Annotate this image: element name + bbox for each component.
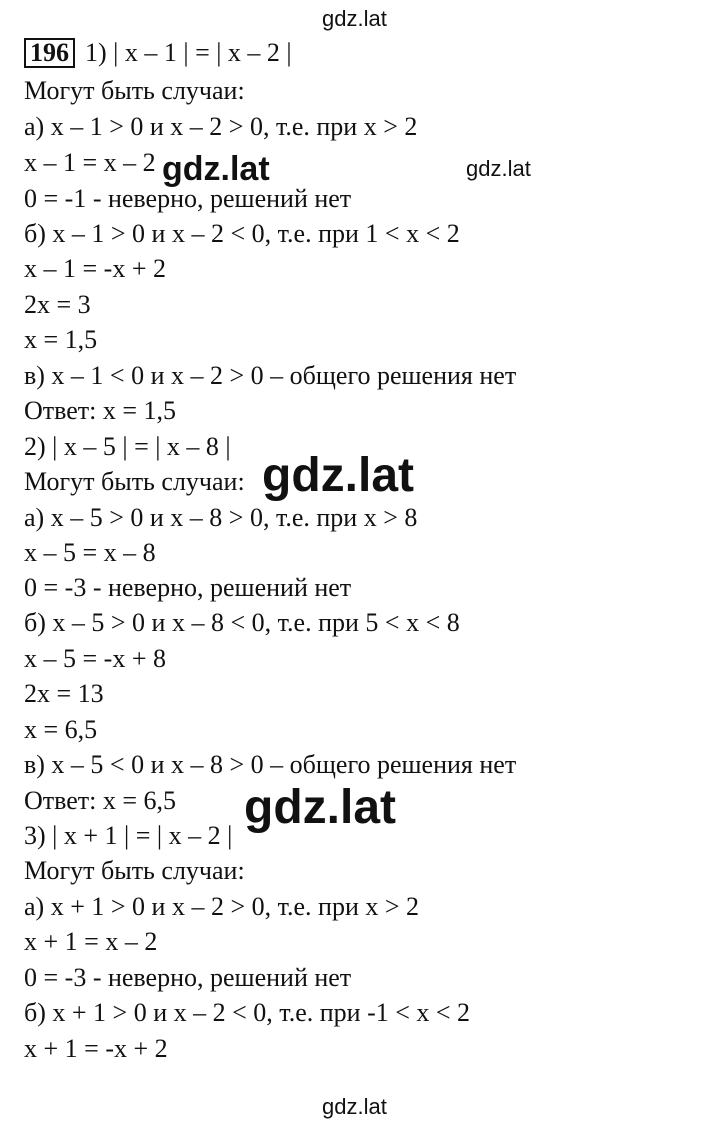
watermark-big-1: gdz.lat (262, 449, 414, 502)
solution-line: Могут быть случаи: (24, 76, 245, 105)
solution-line: Могут быть случаи: (24, 467, 245, 496)
solution-line: x + 1 = x – 2 (24, 927, 158, 956)
solution-line: а) x – 5 > 0 и x – 8 > 0, т.е. при x > 8 (24, 503, 418, 532)
watermark-big-2: gdz.lat (244, 781, 396, 834)
solution-line: 0 = -3 - неверно, решений нет (24, 963, 352, 992)
solution-line: а) x – 1 > 0 и x – 2 > 0, т.е. при x > 2 (24, 112, 418, 141)
solution-line: x – 5 = -x + 8 (24, 644, 166, 673)
watermark-bottom: gdz.lat (322, 1094, 387, 1119)
solution-line: Могут быть случаи: (24, 856, 245, 885)
solution-line: 2x = 13 (24, 679, 104, 708)
solution-line: x – 1 = -x + 2 (24, 254, 166, 283)
solution-line: x – 5 = x – 8 (24, 538, 156, 567)
solution-line: в) x – 1 < 0 и x – 2 > 0 – общего решения нет (24, 361, 517, 390)
solution-line: Ответ: x = 1,5 (24, 396, 177, 425)
task-header (24, 38, 292, 68)
solution-line: 0 = -3 - неверно, решений нет (24, 573, 352, 602)
solution-line: б) x – 5 > 0 и x – 8 < 0, т.е. при 5 < x < 8 (24, 608, 460, 637)
solution-line: x – 1 = x – 2 (24, 148, 156, 177)
task-first-equation: 1) | x – 1 | = | x – 2 | (85, 38, 292, 67)
task-number-box: 196 (24, 38, 75, 68)
watermark-top: gdz.lat (322, 6, 387, 31)
solution-line: x = 6,5 (24, 715, 98, 744)
solution-line: в) x – 5 < 0 и x – 8 > 0 – общего решения нет (24, 750, 517, 779)
watermark-mid-left: gdz.lat (162, 150, 270, 188)
solution-line: 3) | x + 1 | = | x – 2 | (24, 821, 233, 850)
solution-line: б) x + 1 > 0 и x – 2 < 0, т.е. при -1 < x < 2 (24, 998, 471, 1027)
solution-line: x = 1,5 (24, 325, 98, 354)
solution-line: Ответ: x = 6,5 (24, 786, 177, 815)
watermark-mid-right: gdz.lat (466, 156, 531, 181)
solution-line: x + 1 = -x + 2 (24, 1034, 168, 1063)
solution-line: а) x + 1 > 0 и x – 2 > 0, т.е. при x > 2 (24, 892, 420, 921)
solution-line: 2x = 3 (24, 290, 91, 319)
solution-line: 0 = -1 - неверно, решений нет (24, 184, 352, 213)
solution-line: 2) | x – 5 | = | x – 8 | (24, 432, 231, 461)
solution-line: б) x – 1 > 0 и x – 2 < 0, т.е. при 1 < x < 2 (24, 219, 460, 248)
